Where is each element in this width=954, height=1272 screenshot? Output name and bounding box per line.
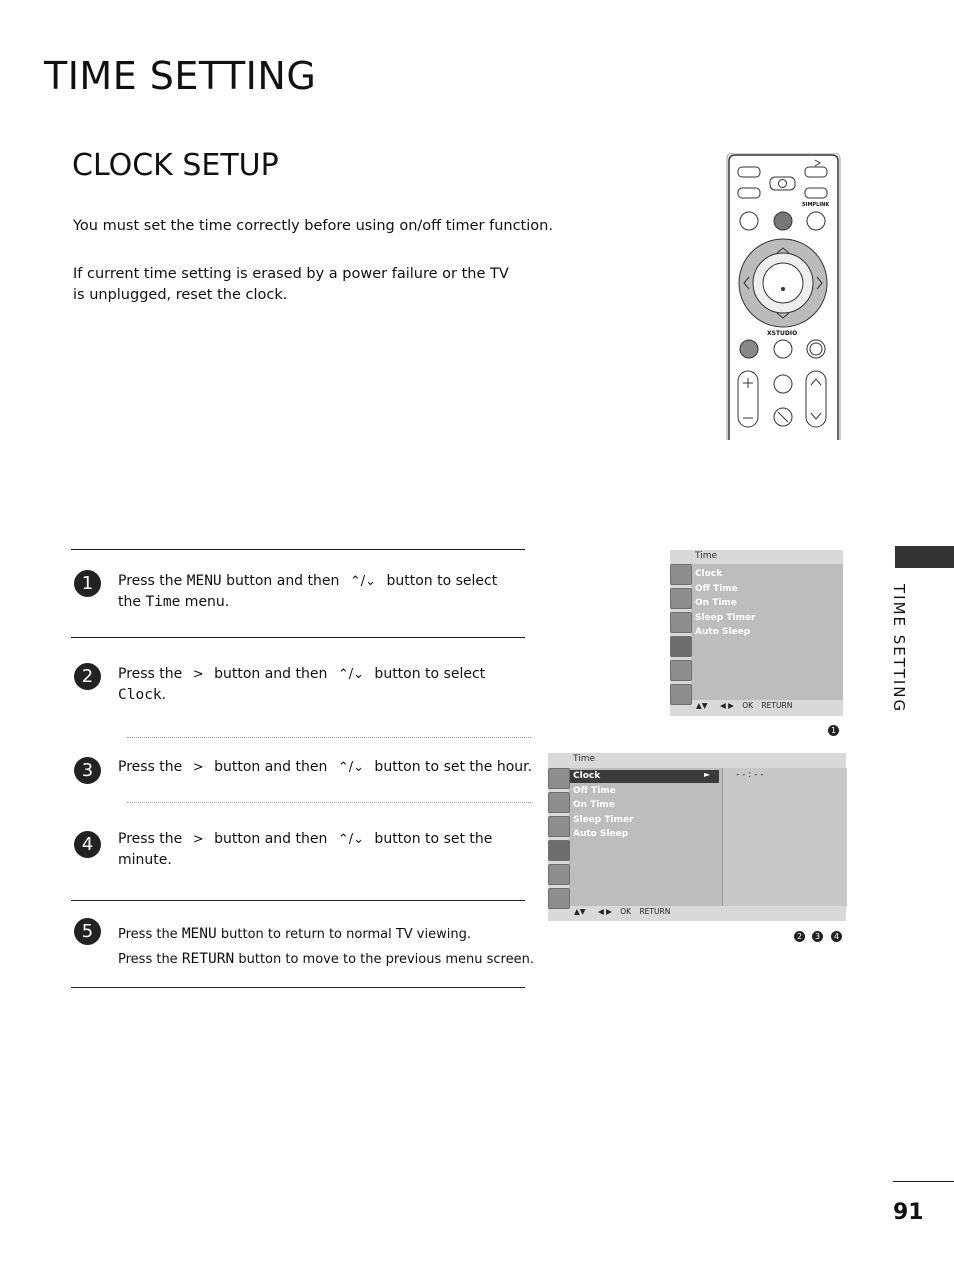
section-title: CLOCK SETUP <box>72 148 279 183</box>
remote-control-icon <box>725 153 842 440</box>
page-number: 91 <box>893 1200 924 1225</box>
menu-list <box>695 567 756 640</box>
ok-label: OK <box>620 907 632 916</box>
up-down-arrows-icon: ⌃/⌄ <box>337 832 364 847</box>
step-1-text <box>118 571 518 613</box>
time-icon <box>548 840 570 861</box>
remote-control-illustration <box>725 153 842 440</box>
menu-list <box>573 769 634 842</box>
tv-menu-screen-2 <box>548 753 846 921</box>
clock-value[interactable]: - - : - - <box>736 770 764 780</box>
step-text: Press the <box>118 573 187 589</box>
option-icon <box>670 660 692 681</box>
screen-title: Time <box>573 754 596 764</box>
side-tab-label: TIME SETTING <box>890 584 908 714</box>
step-3-text <box>118 757 538 778</box>
option-icon <box>548 864 570 885</box>
step-text: Press the <box>118 927 182 942</box>
up-down-arrows-icon: ⌃/⌄ <box>337 760 364 775</box>
step-text: Press the <box>118 831 187 847</box>
icon-column <box>548 768 569 909</box>
step-text: button to select the <box>118 573 498 610</box>
menu-key: MENU <box>181 926 217 942</box>
step-text: button to select <box>369 666 486 682</box>
side-tab-marker <box>895 546 954 568</box>
step-text: button to move to the previous menu screen. <box>234 952 534 967</box>
step-text: . <box>161 687 167 703</box>
clock-key: Clock <box>118 687 162 703</box>
return-label: RETURN <box>639 907 671 916</box>
input-icon <box>548 888 570 909</box>
screen-icon <box>548 792 570 813</box>
menu-item-sleep-timer[interactable]: Sleep Timer <box>695 612 756 623</box>
screen-badge: 3 <box>812 931 823 942</box>
screen-title: Time <box>695 551 718 561</box>
ok-label: OK <box>742 701 754 710</box>
return-label: RETURN <box>761 701 793 710</box>
menu-item-off-time[interactable]: Off Time <box>695 583 738 594</box>
menu-item-clock[interactable]: Clock <box>573 771 601 781</box>
step-2-text <box>118 664 498 706</box>
footer-rule <box>893 1181 954 1182</box>
return-key: RETURN <box>181 951 235 967</box>
time-key: Time <box>145 594 181 610</box>
value-panel <box>722 768 847 906</box>
setup-icon <box>548 816 570 837</box>
step-text: button and then <box>221 573 344 589</box>
step-text: button to set the hour. <box>369 759 533 775</box>
step-4-text <box>118 829 498 871</box>
step-text: Press the <box>118 952 182 967</box>
input-icon <box>670 684 692 705</box>
tv-menu-screen-1 <box>670 550 843 716</box>
menu-item-clock[interactable]: Clock <box>695 569 723 579</box>
dotted-divider <box>127 802 531 803</box>
menu-key: MENU <box>186 573 222 589</box>
xstudio-label: XSTUDIO <box>767 330 798 337</box>
menu-item-off-time[interactable]: Off Time <box>573 785 616 796</box>
screen-badge: 4 <box>831 931 842 942</box>
nav-up-down-icon: ▲▼ <box>574 907 586 916</box>
step-number-3: 3 <box>74 757 101 784</box>
picture-icon <box>670 564 692 585</box>
nav-up-down-icon: ▲▼ <box>696 701 708 710</box>
step-number-2: 2 <box>74 663 101 690</box>
picture-icon <box>548 768 570 789</box>
step-5-line-1 <box>118 922 534 947</box>
step-text: button to set the minute. <box>118 831 493 868</box>
step-text: button and then <box>209 759 332 775</box>
divider <box>71 987 525 988</box>
screen-footer <box>696 701 792 710</box>
step-text: button to return to normal TV viewing. <box>216 927 471 942</box>
simplink-label: SIMPLINK <box>802 202 830 208</box>
step-5-text <box>118 922 534 972</box>
right-arrow-icon: > <box>192 667 204 682</box>
intro-paragraph-2: If current time setting is erased by a power failure or the TV is unplugged, reset the clock. <box>73 266 509 303</box>
nav-left-right-icon: ◀ ▶ <box>719 701 734 710</box>
step-text: Press the <box>118 759 187 775</box>
screen-icon <box>670 588 692 609</box>
menu-item-sleep-timer[interactable]: Sleep Timer <box>573 814 634 825</box>
step-text: menu. <box>180 594 230 610</box>
step-number-4: 4 <box>74 831 101 858</box>
intro-paragraph-1: You must set the time correctly before using on/off timer function. <box>73 218 553 234</box>
time-icon <box>670 636 692 657</box>
up-down-arrows-icon: ⌃/⌄ <box>349 574 376 589</box>
screen-badge: 1 <box>828 725 839 736</box>
submenu-arrow-icon: ► <box>704 770 711 779</box>
up-down-arrows-icon: ⌃/⌄ <box>337 667 364 682</box>
icon-column <box>670 564 691 705</box>
step-text: button and then <box>209 666 332 682</box>
screen-footer <box>574 907 670 916</box>
step-number-5: 5 <box>74 918 101 945</box>
menu-item-auto-sleep[interactable]: Auto Sleep <box>695 627 751 637</box>
setup-icon <box>670 612 692 633</box>
step-text: Press the <box>118 666 187 682</box>
page-title: TIME SETTING <box>44 54 317 98</box>
step-text: button and then <box>209 831 332 847</box>
dotted-divider <box>127 737 531 738</box>
right-arrow-icon: > <box>192 832 204 847</box>
menu-item-on-time[interactable]: On Time <box>573 800 615 810</box>
screen-badge: 2 <box>794 931 805 942</box>
step-number-1: 1 <box>74 570 101 597</box>
divider <box>71 637 525 638</box>
menu-item-on-time[interactable]: On Time <box>695 598 737 608</box>
step-5-line-2 <box>118 947 534 972</box>
right-arrow-icon: > <box>192 760 204 775</box>
divider <box>71 900 525 901</box>
menu-item-auto-sleep[interactable]: Auto Sleep <box>573 829 629 839</box>
divider <box>71 549 525 550</box>
nav-left-right-icon: ◀ ▶ <box>597 907 612 916</box>
